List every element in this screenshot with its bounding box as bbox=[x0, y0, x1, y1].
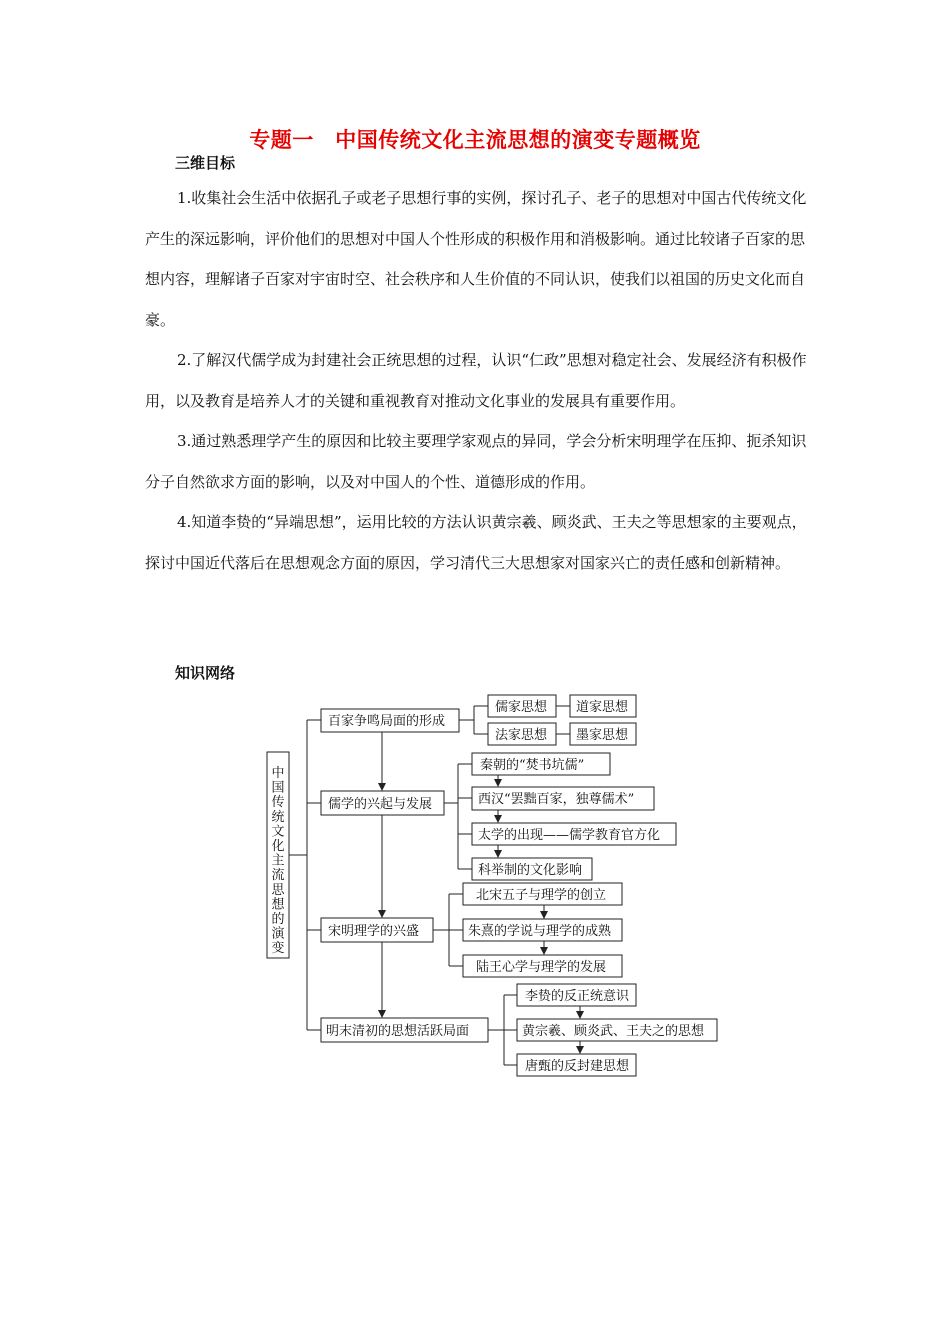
goal-item-2: 2.了解汉代儒学成为封建社会正统思想的过程，认识“仁政”思想对稳定社会、发展经济有积极作用，以及教育是培养人才的关键和重视教育对推动文化事业的发展具有重要作用。 bbox=[145, 351, 807, 410]
s2-item-2: 西汉“罢黜百家，独尊儒术” bbox=[478, 792, 635, 807]
goal-item-4: 4.知道李贽的“异端思想”，运用比较的方法认识黄宗羲、顾炎武、王夫之等思想家的主要观点，探讨中国近代落后在思想观念方面的原因，学习清代三大思想家对国家兴亡的责任感和创新精神。 bbox=[145, 513, 807, 572]
s1-item-4: 墨家思想 bbox=[576, 728, 629, 743]
root-char-3: 传 bbox=[271, 795, 285, 811]
s4-item-3: 唐甄的反封建思想 bbox=[525, 1059, 630, 1074]
stage1-label: 百家争鸣局面的形成 bbox=[328, 714, 446, 729]
goal-item-1: 1.收集社会生活中依据孔子或老子思想行事的实例，探讨孔子、老子的思想对中国古代传统文化产生的深远影响，评价他们的思想对中国人个性形成的积极作用和消极影响。通过比较诸子百家的思想内容，理解诸子百家对宇宙时空、社会秩序和人生价值的不同认识，使我们以祖国的历史文化而自豪。 bbox=[145, 189, 807, 329]
s3-item-3: 陆王心学与理学的发展 bbox=[476, 960, 607, 975]
root-char-4: 统 bbox=[271, 809, 285, 825]
s2-item-1: 秦朝的“焚书坑儒” bbox=[480, 758, 585, 773]
root-char-11: 的 bbox=[271, 912, 285, 927]
s4-item-1: 李贽的反正统意识 bbox=[525, 989, 630, 1004]
s3-item-1: 北宋五子与理学的创立 bbox=[476, 888, 607, 903]
stage2-label: 儒学的兴起与发展 bbox=[328, 797, 433, 812]
root-char-12: 演 bbox=[271, 926, 285, 942]
network-heading: 知识网络 bbox=[175, 664, 236, 682]
s2-item-3: 太学的出现——儒学教育官方化 bbox=[478, 828, 661, 843]
root-char-7: 主 bbox=[271, 853, 285, 869]
goals-heading: 三维目标 bbox=[175, 154, 236, 172]
root-char-6: 化 bbox=[271, 839, 285, 854]
s2-item-4: 科举制的文化影响 bbox=[478, 863, 583, 878]
root-char-8: 流 bbox=[271, 868, 285, 884]
stage4-label: 明末清初的思想活跃局面 bbox=[326, 1024, 470, 1039]
s3-item-2: 朱熹的学说与理学的成熟 bbox=[468, 924, 612, 939]
goal-item-3: 3.通过熟悉理学产生的原因和比较主要理学家观点的异同，学会分析宋明理学在压抑、扼杀知识分子自然欲求方面的影响，以及对中国人的个性、道德形成的作用。 bbox=[145, 432, 807, 491]
s1-item-2: 道家思想 bbox=[576, 700, 629, 715]
s4-item-2: 黄宗羲、顾炎武、王夫之的思想 bbox=[522, 1024, 705, 1039]
root-char-1: 中 bbox=[271, 766, 285, 781]
s1-item-3: 法家思想 bbox=[495, 728, 548, 743]
page-title: 专题一 中国传统文化主流思想的演变专题概览 bbox=[249, 128, 701, 152]
stage3-label: 宋明理学的兴盛 bbox=[328, 924, 420, 939]
root-char-5: 文 bbox=[271, 824, 285, 840]
root-char-10: 想 bbox=[271, 897, 285, 913]
s1-item-1: 儒家思想 bbox=[495, 700, 548, 715]
root-char-13: 变 bbox=[271, 941, 285, 957]
root-char-9: 思 bbox=[271, 882, 285, 898]
root-char-2: 国 bbox=[271, 780, 285, 796]
